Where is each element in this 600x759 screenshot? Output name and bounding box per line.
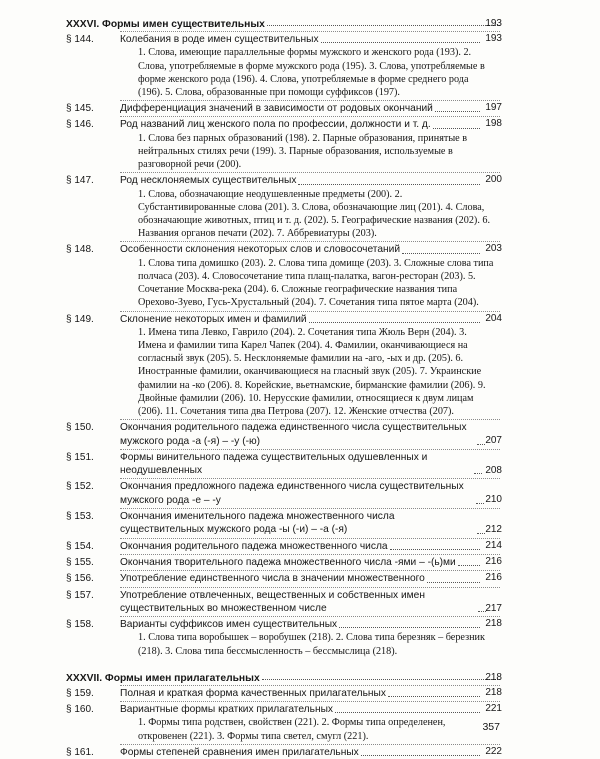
section-entry[interactable] <box>66 540 500 553</box>
dot-leader <box>402 253 480 254</box>
section-title-row <box>120 33 500 46</box>
dot-leader <box>361 755 480 756</box>
separator-rule <box>120 172 500 173</box>
section-title: Склонение некоторых имен и фамилий <box>120 313 307 325</box>
section-title: Формы степеней сравнения имен прилагательных <box>120 746 359 758</box>
chapter-title: XXXVI. Формы имен существительных <box>66 19 265 30</box>
section-body <box>120 451 500 478</box>
section-title: Окончания творительного падежа множественного числа -ями – -(ь)ми <box>120 556 456 568</box>
chapter-entry[interactable] <box>66 13 500 30</box>
section-number: § 159. <box>66 687 94 699</box>
dot-leader <box>435 111 480 112</box>
section-page: 222 <box>485 745 502 757</box>
section-body <box>120 480 500 507</box>
section-number: § 149. <box>66 313 94 325</box>
section-subitems: 1. Слова типа воробышек – воробушек (218). 2. Слова типа березняк – березник (218). 3. Слова типа бессмысленность – бессмыслица (218). <box>138 632 485 657</box>
dot-leader <box>458 565 480 566</box>
chapter-page: 218 <box>485 671 502 683</box>
section-page: 214 <box>485 539 502 551</box>
section-number: § 150. <box>66 422 94 434</box>
dot-leader <box>267 25 500 26</box>
section-number: § 153. <box>66 511 94 523</box>
section-page: 204 <box>485 312 502 324</box>
section-body <box>120 572 500 585</box>
dot-leader <box>339 627 480 628</box>
section-title: Окончания родительного падежа единственного числа существительных мужского рода -а (-я) – -у (-ю) <box>120 422 467 447</box>
section-title-row <box>120 313 500 326</box>
section-entry[interactable] <box>66 746 500 759</box>
separator-rule <box>120 478 500 479</box>
section-title-row <box>120 421 500 448</box>
dot-leader <box>474 473 482 474</box>
section-entry[interactable] <box>66 451 500 478</box>
section-subitems: 1. Слова, имеющие параллельные формы мужского и женского рода (193). 2. Слова, употребляемые в форме мужского рода (195). 3. Слова, употребляемые в форме женского рода (196). 4. Слова, употребляемые в форме среднего рода (196). 5. Слова, образованные при помощи суффиксов (197). <box>138 47 485 98</box>
chapter-entry[interactable] <box>66 667 500 684</box>
section-body <box>120 703 500 743</box>
separator-rule <box>120 538 500 539</box>
dot-leader <box>390 549 480 550</box>
dot-leader <box>477 533 485 534</box>
section-title-row <box>120 703 500 716</box>
separator-rule <box>120 508 500 509</box>
section-entry[interactable] <box>66 703 500 743</box>
dot-leader <box>309 322 480 323</box>
section-title-row <box>120 687 500 700</box>
section-page: 198 <box>485 118 502 130</box>
section-number: § 148. <box>66 244 94 256</box>
section-page: 217 <box>485 602 502 614</box>
section-entry[interactable] <box>66 421 500 448</box>
chapter-title: XXXVII. Формы имен прилагательных <box>66 672 260 684</box>
section-title: Окончания предложного падежа единственного числа существительных мужского рода -е – -у <box>120 481 464 506</box>
section-entry[interactable] <box>66 33 500 99</box>
separator-rule <box>120 554 500 555</box>
section-number: § 157. <box>66 589 94 601</box>
section-entry[interactable] <box>66 618 500 658</box>
section-title-row <box>120 243 500 256</box>
section-number: § 144. <box>66 34 94 45</box>
section-title: Варианты суффиксов имен существительных <box>120 619 338 631</box>
section-page: 203 <box>485 243 502 255</box>
section-number: § 155. <box>66 556 94 568</box>
section-entry[interactable] <box>66 118 500 171</box>
section-page: 216 <box>485 572 502 584</box>
section-page: 208 <box>485 464 502 476</box>
section-number: § 147. <box>66 175 94 187</box>
section-page: 218 <box>485 618 502 630</box>
section-title-row <box>120 118 500 131</box>
dot-leader <box>427 582 480 583</box>
section-title: Окончания родительного падежа множественного числа <box>120 540 388 552</box>
section-body <box>120 243 500 309</box>
dot-leader <box>262 679 500 680</box>
section-number: § 146. <box>66 119 94 131</box>
section-page: 221 <box>485 703 502 715</box>
section-title-row <box>120 618 500 631</box>
section-title-row <box>120 589 500 616</box>
section-entry[interactable] <box>66 243 500 309</box>
section-page: 216 <box>485 555 502 567</box>
section-title-row <box>120 480 500 507</box>
separator-rule <box>120 311 500 312</box>
dot-leader <box>476 503 484 504</box>
section-body <box>120 556 500 569</box>
section-title: Употребление отвлеченных, вещественных и собственных имен существительных во множественном числе <box>120 589 425 614</box>
section-title-row <box>120 451 500 478</box>
dot-leader <box>477 444 485 445</box>
section-entry[interactable] <box>66 589 500 616</box>
section-title: Формы винительного падежа существительных одушевленных и неодушевленных <box>120 451 428 477</box>
section-page: 212 <box>485 524 502 536</box>
separator-rule <box>120 701 500 702</box>
section-number: § 154. <box>66 540 94 552</box>
dot-leader <box>433 128 480 129</box>
section-title: Колебания в роде имен существительных <box>120 34 319 45</box>
separator-rule <box>120 241 500 242</box>
section-body <box>120 618 500 658</box>
section-title-row <box>120 746 500 759</box>
section-page: 207 <box>485 435 502 447</box>
section-entry[interactable] <box>66 174 500 240</box>
section-body <box>120 421 500 448</box>
separator-rule <box>120 616 500 617</box>
section-entry[interactable] <box>66 556 500 569</box>
dot-leader <box>335 712 480 713</box>
section-subitems: 1. Слова, обозначающие неодушевленные предметы (200). 2. Субстантивированные слова (201). 3. Слова, обозначающие лиц (201). 4. Слова, обозначающие животных, птиц и т. д. (202). 5. Географические названия (202). 6. Названия органов печати (202). 7. Аббревиатуры (203). <box>138 188 491 240</box>
section-title: Полная и краткая форма качественных прилагательных <box>120 687 386 699</box>
section-title-row <box>120 102 500 115</box>
section-entry[interactable] <box>66 480 500 507</box>
section-number: § 158. <box>66 619 94 631</box>
section-title: Род названий лиц женского пола по профессии, должности и т. д. <box>120 119 431 131</box>
section-title-row <box>120 572 500 585</box>
section-page: 197 <box>485 102 502 114</box>
section-body <box>120 540 500 553</box>
separator-rule <box>120 100 500 101</box>
section-title: Окончания именительного падежа множественного числа существительных мужского рода -ы (-и) – -а (-я) <box>120 511 395 536</box>
section-entry[interactable] <box>66 572 500 585</box>
separator-rule <box>120 116 500 117</box>
separator-rule <box>120 449 500 450</box>
section-entry[interactable] <box>66 687 500 700</box>
section-body <box>120 174 500 240</box>
separator-rule <box>120 31 500 32</box>
section-number: § 151. <box>66 451 94 463</box>
table-of-contents <box>0 13 600 759</box>
section-title-row <box>120 174 500 187</box>
section-number: § 161. <box>66 746 94 758</box>
dot-leader <box>298 184 480 185</box>
section-page: 193 <box>485 33 502 44</box>
section-title: Дифференциация значений в зависимости от родовых окончаний <box>120 103 433 115</box>
section-number: § 160. <box>66 704 94 716</box>
separator-rule <box>120 744 500 745</box>
section-title-row <box>120 540 500 553</box>
page-number: 357 <box>482 721 500 733</box>
separator-rule <box>120 419 500 420</box>
dot-leader <box>321 42 480 43</box>
chapter-page: 193 <box>485 18 502 29</box>
section-body <box>120 102 500 115</box>
section-number: § 145. <box>66 103 94 115</box>
section-title: Вариантные формы кратких прилагательных <box>120 704 333 716</box>
section-entry[interactable] <box>66 313 500 419</box>
separator-rule <box>120 685 500 686</box>
section-page: 210 <box>485 494 502 506</box>
dot-leader <box>388 696 480 697</box>
section-entry[interactable] <box>66 510 500 537</box>
section-title-row <box>120 556 500 569</box>
section-subitems: 1. Слова типа домишко (203). 2. Слова типа домище (203). 3. Сложные слова типа полчаса (203). 4. Словосочетание типа плащ-палатка, вагон-ресторан (203). 5. Сочетание Москва-река (204). 6. Сложные географические названия типа Орехово-Зуево, Гусь-Хрустальный (204). 7. Сочетания типа пятое марта (204). <box>138 257 494 309</box>
section-entry[interactable] <box>66 102 500 115</box>
section-title-row <box>120 510 500 537</box>
section-body <box>120 118 500 171</box>
section-subitems: 1. Слова без парных образований (198). 2. Парные образования, принятые в нейтральных стилях речи (199). 3. Парные образования, используемые в разговорной речи (200). <box>138 132 468 171</box>
section-body <box>120 589 500 616</box>
section-title: Род несклоняемых существительных <box>120 175 297 187</box>
section-title: Особенности склонения некоторых слов и словосочетаний <box>120 244 401 256</box>
section-number: § 152. <box>66 481 94 493</box>
section-number: § 156. <box>66 573 94 585</box>
section-page: 200 <box>485 174 502 186</box>
section-subitems: 1. Формы типа родствен, свойствен (221). 2. Формы типа определенен, откровенен (221). 3. Формы типа светел, смугл (221). <box>138 717 446 742</box>
section-body <box>120 510 500 537</box>
section-body <box>120 33 500 99</box>
separator-rule <box>120 570 500 571</box>
section-body <box>120 687 500 700</box>
chapter-gap <box>0 658 600 667</box>
section-subitems: 1. Имена типа Левко, Гаврило (204). 2. Сочетания типа Жюль Верн (204). 3. Имена и фамилии типа Карел Чапек (204). 4. Фамилии, оканчивающиеся на согласный звук (205). 5. Несклоняемые фамилии на -аго, -ых и др. (205). 6. Иностранные фамилии, оканчивающиеся на гласный звук (205). 7. Украинские фамилии на -ко (206). 8. Корейские, вьетнамские, бирманские фамилии (206). 9. Двойные фамилии (206). 10. Нерусские фамилии, относящиеся к двум лицам (206). 11. Сочетания типа два Петрова (207). 12. Женские отчества (207). <box>138 326 486 418</box>
separator-rule <box>120 587 500 588</box>
section-title: Употребление единственного числа в значении множественного <box>120 573 425 585</box>
section-body <box>120 313 500 419</box>
section-body <box>120 746 500 759</box>
section-page: 218 <box>485 686 502 698</box>
